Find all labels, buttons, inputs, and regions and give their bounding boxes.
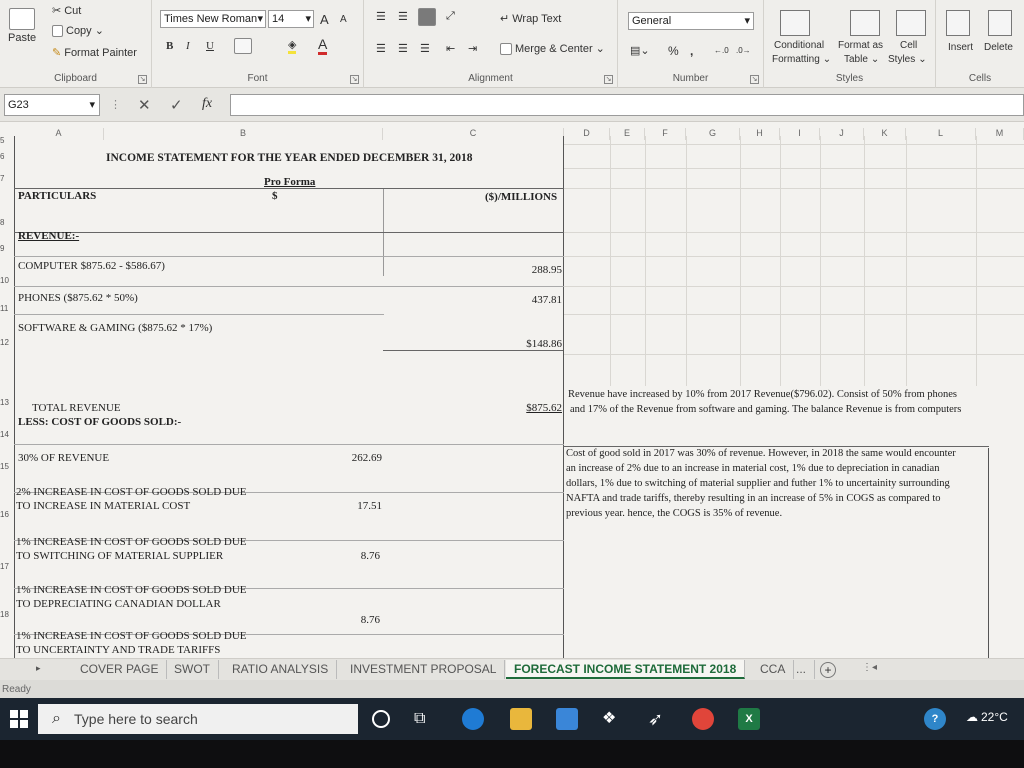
particulars-header[interactable]: PARTICULARS <box>18 190 97 202</box>
row-header-10[interactable]: 10 <box>0 276 9 285</box>
decrease-indent-icon[interactable]: ⇤ <box>446 43 456 55</box>
number-format-select[interactable]: General ▾ <box>628 12 754 30</box>
comma-button[interactable]: , <box>690 44 694 58</box>
status-ready: Ready <box>2 684 31 695</box>
inc1c-label-line2[interactable]: TO UNCERTAINTY AND TRADE TARIFFS <box>16 644 221 656</box>
column-header-b[interactable]: B <box>104 128 383 140</box>
chevron-down-icon: ⌄ <box>822 54 832 65</box>
phones-value[interactable]: 437.81 <box>531 294 562 306</box>
chevron-down-icon: ⌄ <box>870 54 880 65</box>
chevron-down-icon: ⌄ <box>918 54 927 65</box>
tab-cca[interactable]: CCA <box>752 660 794 679</box>
cogs-note-line2[interactable]: an increase of 2% due to an increase in material cost, 1% due to depreciation in canadian <box>566 463 940 474</box>
total-revenue-value[interactable]: $875.62 <box>526 402 562 414</box>
sheet-scrollbar-handle[interactable]: ⋮◂ <box>862 662 878 673</box>
column-header-c[interactable]: C <box>383 128 564 140</box>
alignment-label: Alignment <box>468 73 513 84</box>
inc2-value[interactable]: 17.51 <box>357 500 382 512</box>
cogs30-label[interactable]: 30% OF REVENUE <box>18 452 110 464</box>
column-header-a[interactable]: A <box>14 128 104 140</box>
revenue-header[interactable]: REVENUE:- <box>18 230 80 242</box>
phones-label[interactable]: PHONES ($875.62 * 50%) <box>18 292 138 304</box>
top-align-icon[interactable]: ☰ <box>376 11 387 23</box>
chevron-down-icon: ▾ <box>257 13 263 25</box>
column-header-d[interactable]: D <box>564 128 610 140</box>
column-header-f[interactable]: F <box>645 128 686 140</box>
cells-label: Cells <box>968 73 992 84</box>
fill-bucket-icon: ◈ <box>288 38 296 54</box>
copy-button[interactable]: Copy ⌄ <box>52 24 104 37</box>
decrease-decimal-icon[interactable]: .0→ <box>736 46 751 55</box>
row-header-12[interactable]: 12 <box>0 338 9 347</box>
fill-color-button[interactable] <box>288 38 296 54</box>
enter-icon[interactable]: ✓ <box>170 97 183 114</box>
number-launcher-icon[interactable]: ↘ <box>751 76 758 83</box>
tab-swot[interactable]: SWOT <box>166 660 219 679</box>
row-header-16[interactable]: 16 <box>0 510 9 519</box>
inc1c-label-line1[interactable]: 1% INCREASE IN COST OF GOODS SOLD DUE <box>16 630 247 642</box>
windows-taskbar <box>0 698 1024 740</box>
clipboard-group <box>0 0 152 88</box>
excel-icon[interactable]: X <box>738 708 760 730</box>
revenue-note-line2[interactable]: and 17% of the Revenue from software and gaming. The balance Revenue is from computers <box>570 404 962 415</box>
weather-widget[interactable]: ☁ 22°C <box>966 710 1008 724</box>
inc1b-label-line2[interactable]: TO DEPRECIATING CANADIAN DOLLAR <box>16 598 221 610</box>
delete-cells-icon <box>988 10 1012 36</box>
font-color-icon: A <box>318 36 327 55</box>
merge-icon <box>500 43 512 55</box>
row-header-15[interactable]: 15 <box>0 462 9 471</box>
brush-icon: ✎ <box>52 47 62 59</box>
alignment-group <box>364 0 618 88</box>
conditional-formatting-icon <box>780 10 810 36</box>
column-header-e[interactable]: E <box>610 128 645 140</box>
cogs-note-line4[interactable]: NAFTA and trade tariffs, thereby resulting in an increase of 5% in COGS as compared to <box>566 493 941 504</box>
row-header-6[interactable]: 6 <box>0 152 5 161</box>
column-header-i[interactable]: I <box>780 128 820 140</box>
chevron-down-icon: ▾ <box>305 13 311 25</box>
chrome-icon[interactable] <box>692 708 714 730</box>
column-header-k[interactable]: K <box>864 128 906 140</box>
dropbox-icon[interactable]: ❖ <box>602 710 617 727</box>
number-group <box>618 0 764 88</box>
edge-icon[interactable] <box>462 708 484 730</box>
column-header-m[interactable]: M <box>976 128 1024 140</box>
total-revenue-label[interactable]: TOTAL REVENUE <box>32 402 121 414</box>
font-launcher-icon[interactable]: ↘ <box>351 76 358 83</box>
proforma-label[interactable]: Pro Forma <box>264 176 316 188</box>
borders-icon[interactable] <box>234 38 252 54</box>
underline-button[interactable]: U <box>206 40 214 52</box>
insert-cells-icon <box>946 10 970 36</box>
inc2-label-line1[interactable]: 2% INCREASE IN COST OF GOODS SOLD DUE <box>16 486 247 498</box>
computer-label[interactable]: COMPUTER $875.62 - $586.67) <box>18 260 165 272</box>
format-as-table-icon <box>850 10 880 36</box>
inc1a-value[interactable]: 8.76 <box>360 550 380 562</box>
middle-align-icon[interactable]: ☰ <box>398 11 408 23</box>
row-header-14[interactable]: 14 <box>0 430 9 439</box>
row-header-11[interactable]: 11 <box>0 304 9 313</box>
formula-input[interactable] <box>230 94 1024 116</box>
revenue-note-line1[interactable]: Revenue have increased by 10% from 2017 Revenue($796.02). Consist of 50% from phones <box>568 389 957 400</box>
bold-button[interactable]: B <box>166 40 174 52</box>
inc2-label-line2[interactable]: TO INCREASE IN MATERIAL COST <box>16 500 191 512</box>
tab-[interactable]: ... <box>788 660 815 679</box>
align-right-icon[interactable]: ☰ <box>420 43 430 55</box>
wrap-text-button[interactable]: ↵ Wrap Text <box>500 12 562 25</box>
chevron-down-icon: ⌄ <box>595 43 605 55</box>
spreadsheet-grid[interactable] <box>0 122 1024 658</box>
chevron-down-icon: ⌄ <box>94 25 104 37</box>
increase-decimal-icon[interactable]: ←.0 <box>714 46 729 55</box>
tab-investment-proposal[interactable]: INVESTMENT PROPOSAL <box>342 660 505 679</box>
statement-title[interactable]: INCOME STATEMENT FOR THE YEAR ENDED DECEMBER 31, 2018 <box>106 152 473 164</box>
percent-button[interactable]: % <box>668 44 679 58</box>
font-color-button[interactable] <box>318 36 327 55</box>
styles-group: Conditional Formatting ⌄ Format as Table ⌄ Cell Styles ⌄ Styles <box>764 0 936 88</box>
name-box[interactable]: G23 ▾ <box>4 94 100 116</box>
cells-group: Insert Delete Cells <box>936 0 1024 88</box>
bottom-align-icon[interactable] <box>418 8 436 26</box>
accounting-format-icon[interactable]: ▤⌄ <box>630 45 650 57</box>
tab-forecast-income-statement-2018[interactable]: FORECAST INCOME STATEMENT 2018 <box>506 660 745 679</box>
scissors-icon: ✂ <box>52 5 62 17</box>
less-cogs-label[interactable]: LESS: COST OF GOODS SOLD:- <box>18 416 182 428</box>
inc1a-label-line1[interactable]: 1% INCREASE IN COST OF GOODS SOLD DUE <box>16 536 247 548</box>
computer-value[interactable]: 288.95 <box>531 264 562 276</box>
cancel-icon[interactable]: ✕ <box>138 97 151 114</box>
clipboard-label: Clipboard <box>54 73 97 84</box>
tab-ratio-analysis[interactable]: RATIO ANALYSIS <box>224 660 337 679</box>
software-label[interactable]: SOFTWARE & GAMING ($875.62 * 17%) <box>18 322 213 334</box>
styles-label: Styles <box>835 73 864 84</box>
column-header-l[interactable]: L <box>906 128 976 140</box>
add-sheet-icon[interactable]: + <box>820 662 836 678</box>
taskbar-search-input[interactable]: ⌕ Type here to search <box>38 704 358 734</box>
inc1b-label-line1[interactable]: 1% INCREASE IN COST OF GOODS SOLD DUE <box>16 584 247 596</box>
column-header-j[interactable]: J <box>820 128 864 140</box>
grow-font-button[interactable]: A <box>320 12 329 27</box>
screen-bezel <box>0 740 1024 768</box>
align-center-icon[interactable]: ☰ <box>398 43 408 55</box>
paste-button[interactable]: Paste <box>8 8 36 44</box>
insert-function-icon[interactable]: fx <box>202 96 213 111</box>
row-header-8[interactable]: 8 <box>0 218 5 227</box>
shrink-font-button[interactable]: A <box>340 14 347 25</box>
task-view-icon[interactable]: ⧉ <box>414 710 426 727</box>
cloud-icon: ☁ <box>966 710 978 724</box>
tab-cover-page[interactable]: COVER PAGE <box>72 660 167 679</box>
windows-start-icon[interactable] <box>10 710 28 728</box>
wrap-text-icon: ↵ <box>500 13 510 25</box>
alignment-launcher-icon[interactable]: ↘ <box>605 76 612 83</box>
font-label: Font <box>247 73 268 84</box>
status-bar <box>0 680 1024 698</box>
sheet-tab-bar <box>0 658 1024 680</box>
orientation-icon[interactable]: ⤢ <box>446 10 455 22</box>
tab-scroll-left-icon[interactable]: ▸ <box>36 663 41 673</box>
font-size-select[interactable]: 14 ▾ <box>268 10 314 28</box>
format-painter-button[interactable]: ✎ Format Painter <box>52 46 137 59</box>
cogs-note-line1[interactable]: Cost of good sold in 2017 was 30% of revenue. However, in 2018 the same would encounter <box>566 448 956 459</box>
row-header-5[interactable]: 5 <box>0 136 5 145</box>
paste-icon <box>9 8 35 30</box>
clipboard-launcher-icon[interactable]: ↘ <box>139 76 146 83</box>
ribbon <box>0 0 1024 88</box>
formula-bar <box>0 88 1024 122</box>
cortana-icon[interactable] <box>372 710 390 728</box>
copy-icon <box>52 25 63 37</box>
cogs-note-line5[interactable]: previous year. hence, the COGS is 35% of revenue. <box>566 508 783 519</box>
cell-styles-icon <box>896 10 926 36</box>
cogs-note-line3[interactable]: dollars, 1% due to switching of material supplier and futher 1% to uncertainity surrounding <box>566 478 950 489</box>
cogs30-value[interactable]: 262.69 <box>351 452 382 464</box>
increase-indent-icon[interactable]: ⇥ <box>468 43 478 55</box>
cut-button[interactable]: ✂ Cut <box>52 4 82 17</box>
chevron-down-icon: ▾ <box>744 15 750 27</box>
merge-center-button[interactable]: Merge & Center ⌄ <box>500 42 605 55</box>
help-icon[interactable]: ? <box>924 708 946 730</box>
row-header-18[interactable]: 18 <box>0 610 9 619</box>
feather-icon[interactable]: ➶ <box>648 709 664 729</box>
software-value[interactable]: $148.86 <box>526 338 562 350</box>
dollar-header[interactable]: $ <box>272 190 278 202</box>
column-header-g[interactable]: G <box>686 128 740 140</box>
search-icon: ⌕ <box>52 710 61 727</box>
inc1b-value[interactable]: 8.76 <box>360 614 380 626</box>
chevron-down-icon: ▾ <box>89 99 95 111</box>
italic-button[interactable]: I <box>186 40 190 52</box>
row-header-13[interactable]: 13 <box>0 398 9 407</box>
inc1a-label-line2[interactable]: TO SWITCHING OF MATERIAL SUPPLIER <box>16 550 224 562</box>
millions-header[interactable]: ($)/MILLIONS <box>485 191 558 203</box>
align-left-icon[interactable]: ☰ <box>376 43 386 55</box>
font-name-select[interactable]: Times New Roman ▾ <box>160 10 266 28</box>
row-header-7[interactable]: 7 <box>0 174 5 183</box>
file-explorer-icon[interactable] <box>510 708 532 730</box>
row-header-9[interactable]: 9 <box>0 244 5 253</box>
font-group <box>152 0 364 88</box>
more-dots-icon: ⋮ <box>110 99 121 111</box>
mail-icon[interactable] <box>556 708 578 730</box>
row-header-17[interactable]: 17 <box>0 562 9 571</box>
number-label: Number <box>672 73 709 84</box>
column-header-h[interactable]: H <box>740 128 780 140</box>
